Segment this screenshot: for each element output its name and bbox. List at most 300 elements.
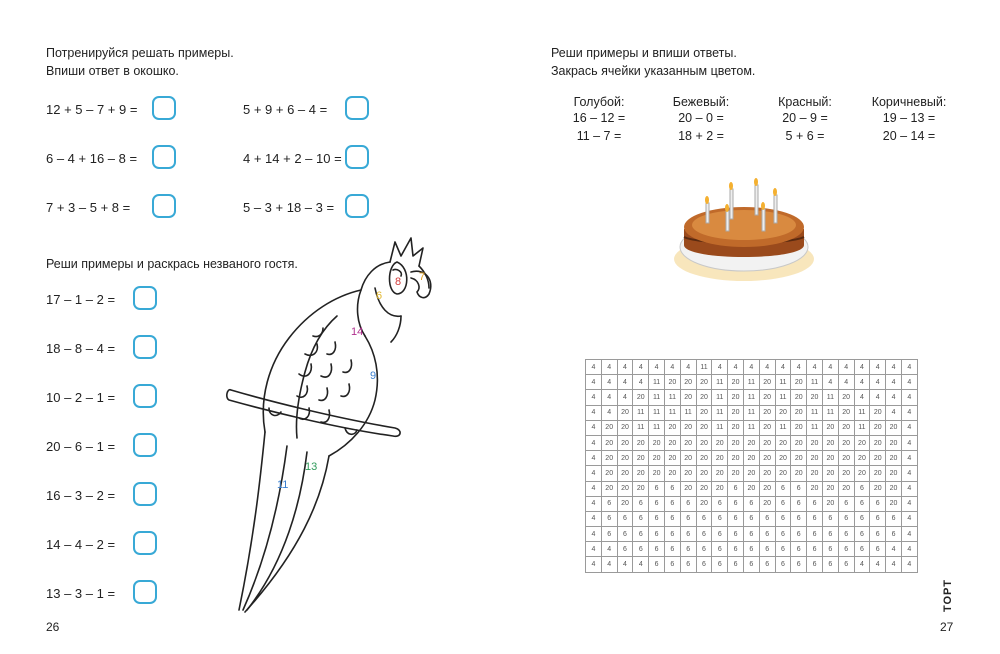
grid-cell[interactable]: 4 bbox=[712, 360, 728, 375]
grid-cell[interactable]: 6 bbox=[696, 527, 712, 542]
grid-cell[interactable]: 4 bbox=[586, 542, 602, 557]
grid-cell[interactable]: 11 bbox=[743, 405, 759, 420]
grid-cell[interactable]: 20 bbox=[822, 435, 838, 450]
answer-box[interactable] bbox=[345, 96, 369, 120]
grid-cell[interactable]: 4 bbox=[838, 375, 854, 390]
grid-cell[interactable]: 6 bbox=[854, 542, 870, 557]
grid-cell[interactable]: 6 bbox=[680, 496, 696, 511]
grid-cell[interactable]: 20 bbox=[838, 405, 854, 420]
grid-cell[interactable]: 20 bbox=[870, 481, 886, 496]
grid-cell[interactable]: 6 bbox=[870, 542, 886, 557]
grid-cell[interactable]: 4 bbox=[901, 405, 917, 420]
grid-cell[interactable]: 4 bbox=[633, 557, 649, 572]
grid-cell[interactable]: 6 bbox=[870, 527, 886, 542]
grid-cell[interactable]: 4 bbox=[854, 390, 870, 405]
grid-cell[interactable]: 20 bbox=[649, 466, 665, 481]
grid-cell[interactable]: 11 bbox=[649, 420, 665, 435]
grid-cell[interactable]: 20 bbox=[886, 466, 902, 481]
grid-cell[interactable]: 4 bbox=[601, 360, 617, 375]
grid-cell[interactable]: 11 bbox=[712, 420, 728, 435]
grid-cell[interactable]: 20 bbox=[712, 466, 728, 481]
grid-cell[interactable]: 6 bbox=[886, 511, 902, 526]
grid-cell[interactable]: 11 bbox=[712, 390, 728, 405]
grid-cell[interactable]: 20 bbox=[870, 435, 886, 450]
grid-cell[interactable]: 20 bbox=[617, 496, 633, 511]
grid-cell[interactable]: 4 bbox=[870, 557, 886, 572]
grid-cell[interactable]: 6 bbox=[807, 557, 823, 572]
grid-cell[interactable]: 20 bbox=[633, 435, 649, 450]
grid-cell[interactable]: 20 bbox=[601, 435, 617, 450]
grid-cell[interactable]: 4 bbox=[586, 496, 602, 511]
grid-cell[interactable]: 4 bbox=[838, 360, 854, 375]
grid-cell[interactable]: 4 bbox=[854, 557, 870, 572]
grid-cell[interactable]: 11 bbox=[822, 390, 838, 405]
grid-cell[interactable]: 6 bbox=[712, 527, 728, 542]
grid-cell[interactable]: 4 bbox=[586, 375, 602, 390]
grid-cell[interactable]: 6 bbox=[728, 511, 744, 526]
answer-box[interactable] bbox=[133, 384, 157, 408]
grid-cell[interactable]: 6 bbox=[759, 511, 775, 526]
grid-cell[interactable]: 6 bbox=[664, 496, 680, 511]
grid-cell[interactable]: 6 bbox=[775, 496, 791, 511]
grid-cell[interactable]: 20 bbox=[870, 451, 886, 466]
grid-cell[interactable]: 6 bbox=[664, 511, 680, 526]
grid-cell[interactable]: 4 bbox=[586, 511, 602, 526]
grid-cell[interactable]: 6 bbox=[728, 527, 744, 542]
grid-cell[interactable]: 4 bbox=[586, 360, 602, 375]
grid-cell[interactable]: 6 bbox=[854, 527, 870, 542]
grid-cell[interactable]: 4 bbox=[601, 375, 617, 390]
grid-cell[interactable]: 6 bbox=[838, 542, 854, 557]
grid-cell[interactable]: 20 bbox=[791, 420, 807, 435]
grid-cell[interactable]: 11 bbox=[822, 405, 838, 420]
grid-cell[interactable]: 6 bbox=[822, 557, 838, 572]
grid-cell[interactable]: 20 bbox=[728, 375, 744, 390]
grid-cell[interactable]: 6 bbox=[601, 527, 617, 542]
grid-cell[interactable]: 20 bbox=[822, 496, 838, 511]
grid-cell[interactable]: 6 bbox=[743, 527, 759, 542]
grid-cell[interactable]: 20 bbox=[743, 451, 759, 466]
grid-cell[interactable]: 6 bbox=[743, 557, 759, 572]
grid-cell[interactable]: 6 bbox=[601, 496, 617, 511]
grid-cell[interactable]: 11 bbox=[649, 375, 665, 390]
grid-cell[interactable]: 20 bbox=[696, 405, 712, 420]
grid-cell[interactable]: 4 bbox=[791, 360, 807, 375]
grid-cell[interactable]: 4 bbox=[901, 511, 917, 526]
grid-cell[interactable]: 20 bbox=[664, 420, 680, 435]
grid-cell[interactable]: 6 bbox=[791, 511, 807, 526]
answer-box[interactable] bbox=[152, 194, 176, 218]
grid-cell[interactable]: 20 bbox=[633, 390, 649, 405]
grid-cell[interactable]: 6 bbox=[696, 557, 712, 572]
grid-cell[interactable]: 11 bbox=[775, 375, 791, 390]
grid-cell[interactable]: 4 bbox=[901, 542, 917, 557]
grid-cell[interactable]: 6 bbox=[728, 557, 744, 572]
grid-cell[interactable]: 20 bbox=[838, 451, 854, 466]
answer-box[interactable] bbox=[133, 482, 157, 506]
grid-cell[interactable]: 20 bbox=[728, 435, 744, 450]
grid-cell[interactable]: 20 bbox=[680, 466, 696, 481]
grid-cell[interactable]: 6 bbox=[791, 557, 807, 572]
grid-cell[interactable]: 6 bbox=[838, 496, 854, 511]
grid-cell[interactable]: 20 bbox=[664, 435, 680, 450]
grid-cell[interactable]: 6 bbox=[822, 542, 838, 557]
grid-cell[interactable]: 20 bbox=[696, 375, 712, 390]
grid-cell[interactable]: 6 bbox=[680, 527, 696, 542]
grid-cell[interactable]: 20 bbox=[807, 390, 823, 405]
grid-cell[interactable]: 20 bbox=[617, 435, 633, 450]
grid-cell[interactable]: 20 bbox=[822, 466, 838, 481]
grid-cell[interactable]: 4 bbox=[886, 405, 902, 420]
grid-cell[interactable]: 4 bbox=[807, 360, 823, 375]
grid-cell[interactable]: 20 bbox=[807, 481, 823, 496]
grid-cell[interactable]: 4 bbox=[901, 527, 917, 542]
grid-cell[interactable]: 6 bbox=[712, 542, 728, 557]
grid-cell[interactable]: 6 bbox=[870, 496, 886, 511]
grid-cell[interactable]: 4 bbox=[901, 375, 917, 390]
grid-cell[interactable]: 20 bbox=[680, 435, 696, 450]
grid-cell[interactable]: 20 bbox=[633, 466, 649, 481]
grid-cell[interactable]: 20 bbox=[759, 435, 775, 450]
answer-box[interactable] bbox=[345, 145, 369, 169]
grid-cell[interactable]: 20 bbox=[822, 481, 838, 496]
grid-cell[interactable]: 20 bbox=[728, 405, 744, 420]
grid-cell[interactable]: 6 bbox=[696, 511, 712, 526]
grid-cell[interactable]: 6 bbox=[775, 542, 791, 557]
answer-box[interactable] bbox=[152, 145, 176, 169]
grid-cell[interactable]: 11 bbox=[680, 405, 696, 420]
grid-cell[interactable]: 20 bbox=[696, 496, 712, 511]
grid-cell[interactable]: 4 bbox=[633, 360, 649, 375]
grid-cell[interactable]: 6 bbox=[601, 511, 617, 526]
grid-cell[interactable]: 4 bbox=[617, 360, 633, 375]
grid-cell[interactable]: 6 bbox=[649, 481, 665, 496]
grid-cell[interactable]: 20 bbox=[759, 405, 775, 420]
grid-cell[interactable]: 20 bbox=[759, 420, 775, 435]
grid-cell[interactable]: 11 bbox=[633, 420, 649, 435]
grid-cell[interactable]: 20 bbox=[712, 481, 728, 496]
grid-cell[interactable]: 20 bbox=[743, 466, 759, 481]
grid-cell[interactable]: 6 bbox=[664, 542, 680, 557]
grid-cell[interactable]: 6 bbox=[775, 511, 791, 526]
grid-cell[interactable]: 11 bbox=[664, 390, 680, 405]
grid-cell[interactable]: 11 bbox=[775, 390, 791, 405]
grid-cell[interactable]: 6 bbox=[664, 557, 680, 572]
grid-cell[interactable]: 20 bbox=[870, 405, 886, 420]
grid-cell[interactable]: 20 bbox=[791, 466, 807, 481]
grid-cell[interactable]: 6 bbox=[854, 511, 870, 526]
grid-cell[interactable]: 20 bbox=[759, 390, 775, 405]
grid-cell[interactable]: 4 bbox=[870, 375, 886, 390]
grid-cell[interactable]: 11 bbox=[775, 420, 791, 435]
grid-cell[interactable]: 4 bbox=[886, 390, 902, 405]
grid-cell[interactable]: 20 bbox=[712, 435, 728, 450]
grid-cell[interactable]: 6 bbox=[664, 481, 680, 496]
grid-cell[interactable]: 6 bbox=[775, 557, 791, 572]
grid-cell[interactable]: 6 bbox=[680, 557, 696, 572]
grid-cell[interactable]: 4 bbox=[617, 375, 633, 390]
grid-cell[interactable]: 6 bbox=[743, 496, 759, 511]
grid-cell[interactable]: 20 bbox=[807, 435, 823, 450]
grid-cell[interactable]: 20 bbox=[712, 451, 728, 466]
grid-cell[interactable]: 6 bbox=[807, 542, 823, 557]
grid-cell[interactable]: 4 bbox=[586, 435, 602, 450]
grid-cell[interactable]: 4 bbox=[901, 420, 917, 435]
grid-cell[interactable]: 4 bbox=[586, 451, 602, 466]
grid-cell[interactable]: 4 bbox=[743, 360, 759, 375]
grid-cell[interactable]: 20 bbox=[649, 435, 665, 450]
grid-cell[interactable]: 4 bbox=[870, 390, 886, 405]
grid-cell[interactable]: 4 bbox=[586, 390, 602, 405]
grid-cell[interactable]: 6 bbox=[728, 542, 744, 557]
grid-cell[interactable]: 6 bbox=[712, 496, 728, 511]
grid-cell[interactable]: 4 bbox=[886, 375, 902, 390]
grid-cell[interactable]: 6 bbox=[791, 527, 807, 542]
grid-cell[interactable]: 6 bbox=[743, 542, 759, 557]
grid-cell[interactable]: 6 bbox=[822, 527, 838, 542]
grid-cell[interactable]: 20 bbox=[664, 375, 680, 390]
grid-cell[interactable]: 6 bbox=[649, 511, 665, 526]
grid-cell[interactable]: 4 bbox=[664, 360, 680, 375]
grid-cell[interactable]: 6 bbox=[854, 496, 870, 511]
grid-cell[interactable]: 11 bbox=[807, 420, 823, 435]
grid-cell[interactable]: 6 bbox=[728, 496, 744, 511]
grid-cell[interactable]: 4 bbox=[901, 481, 917, 496]
grid-cell[interactable]: 20 bbox=[886, 451, 902, 466]
grid-cell[interactable]: 4 bbox=[870, 360, 886, 375]
grid-cell[interactable]: 4 bbox=[901, 496, 917, 511]
grid-cell[interactable]: 20 bbox=[791, 435, 807, 450]
grid-cell[interactable]: 6 bbox=[791, 496, 807, 511]
grid-cell[interactable]: 20 bbox=[664, 451, 680, 466]
grid-cell[interactable]: 20 bbox=[807, 451, 823, 466]
grid-cell[interactable]: 11 bbox=[633, 405, 649, 420]
grid-cell[interactable]: 11 bbox=[807, 375, 823, 390]
grid-cell[interactable]: 20 bbox=[617, 420, 633, 435]
grid-cell[interactable]: 6 bbox=[680, 511, 696, 526]
grid-cell[interactable]: 20 bbox=[775, 435, 791, 450]
grid-cell[interactable]: 6 bbox=[649, 496, 665, 511]
grid-cell[interactable]: 4 bbox=[586, 527, 602, 542]
grid-cell[interactable]: 20 bbox=[601, 420, 617, 435]
grid-cell[interactable]: 20 bbox=[696, 481, 712, 496]
grid-cell[interactable]: 4 bbox=[601, 557, 617, 572]
grid-cell[interactable]: 20 bbox=[743, 435, 759, 450]
grid-cell[interactable]: 4 bbox=[901, 466, 917, 481]
grid-cell[interactable]: 6 bbox=[822, 511, 838, 526]
grid-cell[interactable]: 6 bbox=[775, 527, 791, 542]
grid-cell[interactable]: 4 bbox=[759, 360, 775, 375]
grid-cell[interactable]: 11 bbox=[649, 405, 665, 420]
grid-cell[interactable]: 4 bbox=[901, 451, 917, 466]
answer-box[interactable] bbox=[152, 96, 176, 120]
grid-cell[interactable]: 6 bbox=[649, 527, 665, 542]
grid-cell[interactable]: 20 bbox=[728, 390, 744, 405]
grid-cell[interactable]: 20 bbox=[822, 451, 838, 466]
grid-cell[interactable]: 11 bbox=[712, 375, 728, 390]
grid-cell[interactable]: 6 bbox=[617, 511, 633, 526]
grid-cell[interactable]: 6 bbox=[886, 527, 902, 542]
grid-cell[interactable]: 6 bbox=[870, 511, 886, 526]
grid-cell[interactable]: 4 bbox=[633, 375, 649, 390]
grid-cell[interactable]: 6 bbox=[807, 511, 823, 526]
grid-cell[interactable]: 20 bbox=[759, 481, 775, 496]
grid-cell[interactable]: 20 bbox=[680, 375, 696, 390]
grid-cell[interactable]: 20 bbox=[649, 451, 665, 466]
grid-cell[interactable]: 20 bbox=[838, 466, 854, 481]
grid-cell[interactable]: 6 bbox=[791, 481, 807, 496]
grid-cell[interactable]: 6 bbox=[759, 557, 775, 572]
grid-cell[interactable]: 20 bbox=[870, 420, 886, 435]
grid-cell[interactable]: 20 bbox=[775, 451, 791, 466]
grid-cell[interactable]: 20 bbox=[617, 405, 633, 420]
grid-cell[interactable]: 20 bbox=[775, 466, 791, 481]
grid-cell[interactable]: 20 bbox=[791, 390, 807, 405]
grid-cell[interactable]: 20 bbox=[696, 390, 712, 405]
grid-cell[interactable]: 20 bbox=[728, 420, 744, 435]
grid-cell[interactable]: 20 bbox=[680, 420, 696, 435]
grid-cell[interactable]: 4 bbox=[617, 390, 633, 405]
grid-cell[interactable]: 4 bbox=[886, 557, 902, 572]
grid-cell[interactable]: 6 bbox=[807, 496, 823, 511]
grid-cell[interactable]: 6 bbox=[807, 527, 823, 542]
answer-box[interactable] bbox=[133, 286, 157, 310]
grid-cell[interactable]: 20 bbox=[854, 466, 870, 481]
grid-cell[interactable]: 20 bbox=[775, 405, 791, 420]
grid-cell[interactable]: 20 bbox=[791, 451, 807, 466]
grid-cell[interactable]: 20 bbox=[759, 466, 775, 481]
grid-cell[interactable]: 6 bbox=[664, 527, 680, 542]
grid-cell[interactable]: 4 bbox=[601, 390, 617, 405]
grid-cell[interactable]: 6 bbox=[633, 527, 649, 542]
grid-cell[interactable]: 6 bbox=[649, 542, 665, 557]
grid-cell[interactable]: 20 bbox=[601, 451, 617, 466]
grid-cell[interactable]: 20 bbox=[664, 466, 680, 481]
grid-cell[interactable]: 20 bbox=[886, 496, 902, 511]
grid-cell[interactable]: 20 bbox=[728, 466, 744, 481]
grid-cell[interactable]: 4 bbox=[901, 360, 917, 375]
grid-cell[interactable]: 20 bbox=[838, 481, 854, 496]
grid-cell[interactable]: 6 bbox=[854, 481, 870, 496]
grid-cell[interactable]: 6 bbox=[759, 527, 775, 542]
grid-cell[interactable]: 11 bbox=[696, 360, 712, 375]
grid-cell[interactable]: 20 bbox=[838, 390, 854, 405]
grid-cell[interactable]: 20 bbox=[601, 466, 617, 481]
grid-cell[interactable]: 20 bbox=[822, 420, 838, 435]
grid-cell[interactable]: 6 bbox=[838, 527, 854, 542]
grid-cell[interactable]: 4 bbox=[586, 557, 602, 572]
grid-cell[interactable]: 4 bbox=[680, 360, 696, 375]
grid-cell[interactable]: 4 bbox=[901, 390, 917, 405]
grid-cell[interactable]: 20 bbox=[633, 481, 649, 496]
grid-cell[interactable]: 6 bbox=[617, 542, 633, 557]
grid-cell[interactable]: 20 bbox=[886, 420, 902, 435]
grid-cell[interactable]: 6 bbox=[633, 511, 649, 526]
grid-cell[interactable]: 20 bbox=[791, 405, 807, 420]
answer-box[interactable] bbox=[133, 580, 157, 604]
grid-cell[interactable]: 6 bbox=[712, 557, 728, 572]
grid-cell[interactable]: 4 bbox=[617, 557, 633, 572]
grid-cell[interactable]: 4 bbox=[586, 405, 602, 420]
grid-cell[interactable]: 6 bbox=[759, 542, 775, 557]
grid-cell[interactable]: 11 bbox=[854, 420, 870, 435]
grid-cell[interactable]: 6 bbox=[838, 511, 854, 526]
grid-cell[interactable]: 6 bbox=[680, 542, 696, 557]
grid-cell[interactable]: 6 bbox=[712, 511, 728, 526]
grid-cell[interactable]: 11 bbox=[743, 420, 759, 435]
grid-cell[interactable]: 4 bbox=[601, 405, 617, 420]
grid-cell[interactable]: 20 bbox=[617, 451, 633, 466]
answer-box[interactable] bbox=[133, 531, 157, 555]
grid-cell[interactable]: 20 bbox=[870, 466, 886, 481]
grid-cell[interactable]: 20 bbox=[680, 451, 696, 466]
grid-cell[interactable]: 20 bbox=[696, 466, 712, 481]
grid-cell[interactable]: 6 bbox=[791, 542, 807, 557]
grid-cell[interactable]: 11 bbox=[712, 405, 728, 420]
grid-cell[interactable]: 11 bbox=[743, 375, 759, 390]
grid-cell[interactable]: 20 bbox=[838, 420, 854, 435]
grid-cell[interactable]: 4 bbox=[649, 360, 665, 375]
grid-cell[interactable]: 4 bbox=[854, 360, 870, 375]
grid-cell[interactable]: 20 bbox=[854, 435, 870, 450]
grid-cell[interactable]: 20 bbox=[759, 451, 775, 466]
grid-cell[interactable]: 6 bbox=[617, 527, 633, 542]
grid-cell[interactable]: 4 bbox=[586, 420, 602, 435]
grid-cell[interactable]: 4 bbox=[822, 375, 838, 390]
grid-cell[interactable]: 20 bbox=[854, 451, 870, 466]
grid-cell[interactable]: 11 bbox=[807, 405, 823, 420]
grid-cell[interactable]: 11 bbox=[664, 405, 680, 420]
grid-cell[interactable]: 20 bbox=[617, 466, 633, 481]
grid-cell[interactable]: 6 bbox=[649, 557, 665, 572]
grid-cell[interactable]: 4 bbox=[854, 375, 870, 390]
grid-cell[interactable]: 20 bbox=[633, 451, 649, 466]
grid-cell[interactable]: 6 bbox=[633, 542, 649, 557]
grid-cell[interactable]: 4 bbox=[886, 360, 902, 375]
grid-cell[interactable]: 20 bbox=[759, 375, 775, 390]
answer-box[interactable] bbox=[133, 433, 157, 457]
grid-cell[interactable]: 11 bbox=[743, 390, 759, 405]
grid-cell[interactable]: 11 bbox=[649, 390, 665, 405]
grid-cell[interactable]: 20 bbox=[743, 481, 759, 496]
grid-cell[interactable]: 20 bbox=[791, 375, 807, 390]
grid-cell[interactable]: 4 bbox=[586, 481, 602, 496]
grid-cell[interactable]: 4 bbox=[601, 542, 617, 557]
grid-cell[interactable]: 11 bbox=[854, 405, 870, 420]
grid-cell[interactable]: 20 bbox=[886, 435, 902, 450]
grid-cell[interactable]: 20 bbox=[680, 481, 696, 496]
answer-box[interactable] bbox=[345, 194, 369, 218]
grid-cell[interactable]: 4 bbox=[586, 466, 602, 481]
grid-cell[interactable]: 6 bbox=[728, 481, 744, 496]
grid-cell[interactable]: 20 bbox=[680, 390, 696, 405]
grid-cell[interactable]: 6 bbox=[838, 557, 854, 572]
grid-cell[interactable]: 4 bbox=[775, 360, 791, 375]
grid-cell[interactable]: 6 bbox=[696, 542, 712, 557]
grid-cell[interactable]: 20 bbox=[617, 481, 633, 496]
grid-cell[interactable]: 4 bbox=[728, 360, 744, 375]
grid-cell[interactable]: 6 bbox=[633, 496, 649, 511]
grid-cell[interactable]: 20 bbox=[696, 435, 712, 450]
grid-cell[interactable]: 4 bbox=[886, 542, 902, 557]
grid-cell[interactable]: 20 bbox=[728, 451, 744, 466]
grid-cell[interactable]: 20 bbox=[759, 496, 775, 511]
grid-cell[interactable]: 4 bbox=[901, 557, 917, 572]
grid-cell[interactable]: 20 bbox=[886, 481, 902, 496]
grid-cell[interactable]: 20 bbox=[696, 451, 712, 466]
answer-box[interactable] bbox=[133, 335, 157, 359]
grid-cell[interactable]: 6 bbox=[775, 481, 791, 496]
